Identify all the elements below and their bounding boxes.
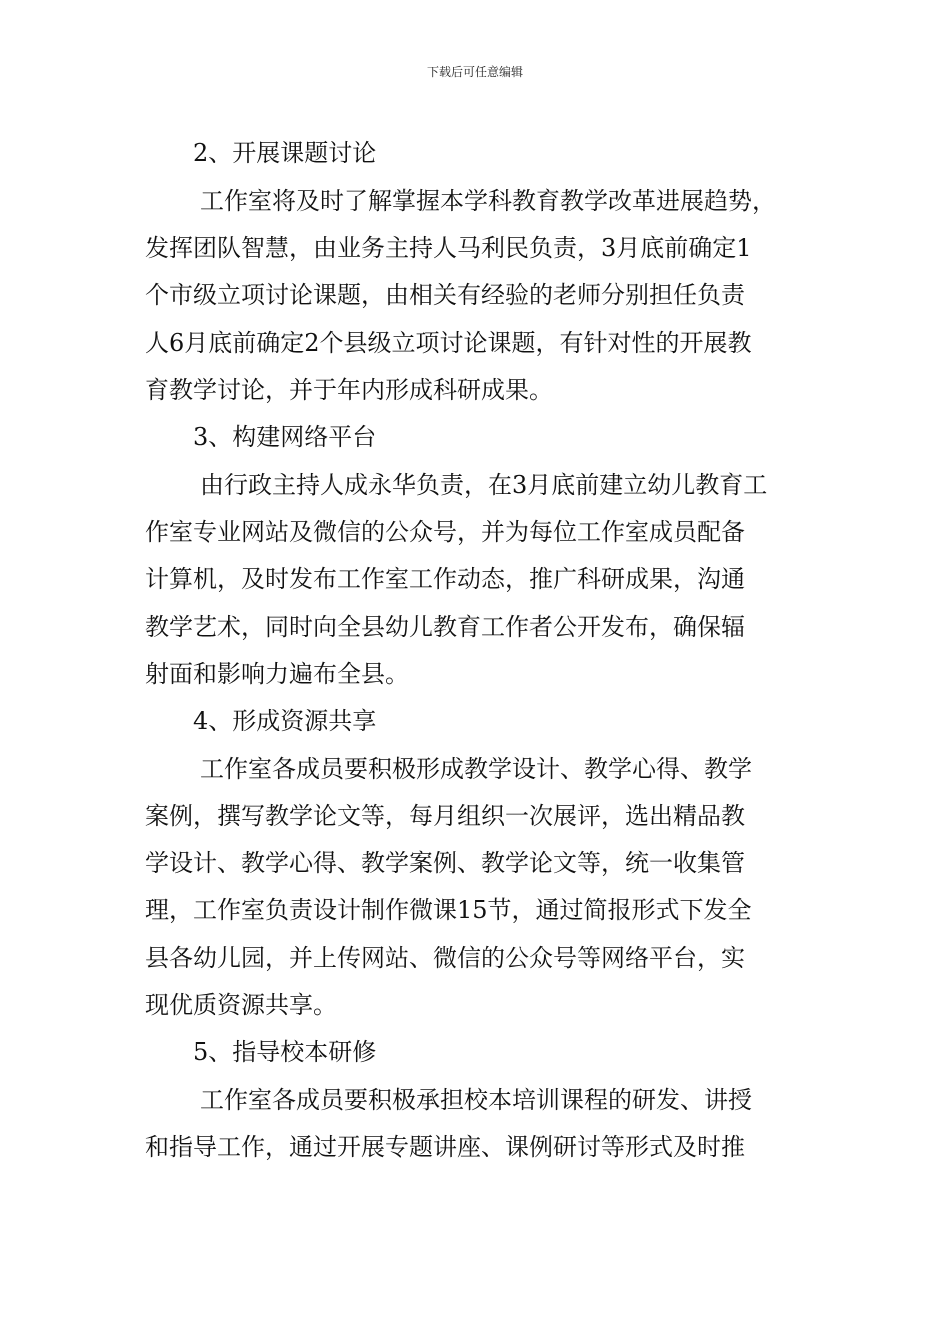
section-resource-sharing (145, 698, 810, 1029)
section-heading: 4、形成资源共享 (193, 706, 377, 735)
section-school-research (145, 1029, 810, 1171)
paragraph-line: 县各幼儿园，并上传网站、微信的公众号等网络平台，实 (145, 943, 745, 972)
page-header: 下载后可任意编辑 (426, 65, 523, 79)
paragraph-line: 工作室各成员要积极承担校本培训课程的研发、讲授 (200, 1086, 752, 1114)
section-paragraph (145, 462, 810, 698)
paragraph-line: 由行政主持人成永华负责，在3月底前建立幼儿教育工 (200, 470, 768, 499)
paragraph-line: 和指导工作，通过开展专题讲座、课例研讨等形式及时推 (145, 1133, 745, 1162)
section-heading: 2、开展课题讨论 (193, 139, 377, 167)
paragraph-line: 作室专业网站及微信的公众号，并为每位工作室成员配备 (145, 518, 745, 547)
paragraph-line: 计算机，及时发布工作室工作动态，推广科研成果，沟通 (145, 565, 745, 594)
paragraph-line: 射面和影响力遍布全县。 (145, 659, 409, 688)
section-paragraph (145, 746, 810, 1029)
section-paragraph (145, 178, 810, 414)
paragraph-line: 发挥团队智慧，由业务主持人马利民负责，3月底前确定1 (145, 234, 752, 263)
paragraph-line: 工作室将及时了解掌握本学科教育教学改革进展趋势， (200, 187, 776, 215)
paragraph-line: 工作室各成员要积极形成教学设计、教学心得、教学 (200, 754, 752, 783)
section-heading: 3、构建网络平台 (193, 422, 377, 451)
section-heading: 5、指导校本研修 (193, 1038, 377, 1066)
paragraph-line: 案例，撰写教学论文等，每月组织一次展评，选出精品教 (145, 802, 745, 831)
section-paragraph (145, 1077, 810, 1171)
paragraph-line: 人6月底前确定2个县级立项讨论课题，有针对性的开展教 (145, 328, 752, 357)
section-topic-discussion (145, 130, 810, 414)
paragraph-line: 现优质资源共享。 (145, 990, 337, 1019)
paragraph-line: 育教学讨论，并于年内形成科研成果。 (145, 375, 553, 404)
paragraph-line: 理，工作室负责设计制作微课15节，通过简报形式下发全 (145, 896, 752, 925)
paragraph-line: 学设计、教学心得、教学案例、教学论文等，统一收集管 (145, 849, 745, 878)
document-body (145, 130, 810, 1171)
section-network-platform (145, 414, 810, 698)
paragraph-line: 教学艺术，同时向全县幼儿教育工作者公开发布，确保辐 (145, 612, 745, 641)
paragraph-line: 个市级立项讨论课题，由相关有经验的老师分别担任负责 (145, 281, 745, 310)
